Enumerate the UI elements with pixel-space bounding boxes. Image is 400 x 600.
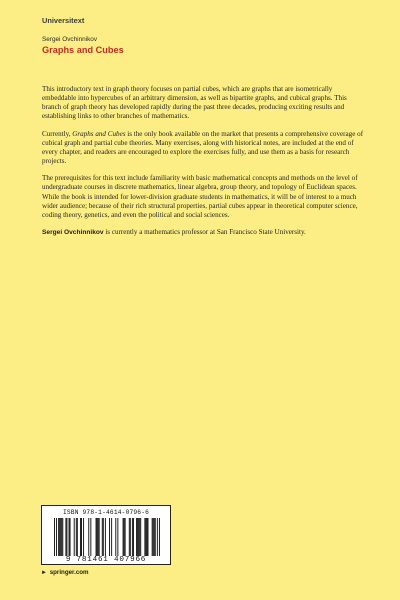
barcode-bar [152,518,153,556]
barcode-bar [74,518,75,556]
barcode-bar [83,518,84,556]
barcode-bar [123,518,124,556]
barcode-bar [154,518,155,556]
barcode-bar [111,518,112,556]
barcode-bar [62,518,63,556]
barcode-bar [98,518,99,556]
barcode-bar [103,518,104,556]
barcode-bar [124,518,125,556]
barcode-bar [102,518,103,556]
barcode-bar [59,518,60,556]
barcode-bar [157,518,158,556]
barcode-box [41,505,171,565]
barcode-bar [148,518,149,556]
barcode-bar [140,518,141,556]
barcode-bar [155,518,156,556]
barcode-bar [70,518,71,556]
barcode-bar [99,518,100,556]
arrow-right-icon: ► [41,570,47,576]
barcode-bar [58,518,59,556]
bio-author-name: Sergei Ovchinnikov [42,229,104,237]
publisher-url: springer.com [49,569,89,576]
barcode-bar [130,518,131,556]
barcode-bar [69,518,70,556]
barcode-bar [109,518,110,556]
barcode-bar [139,518,140,556]
barcode-bar [125,518,126,556]
barcode-bar [117,518,118,556]
publisher-link[interactable] [41,569,89,576]
barcode-bar [96,518,97,556]
barcode-bar [146,518,147,556]
barcode-bar [76,518,77,556]
ean-digits: 9 781461 407966 [65,556,147,564]
series-name: Universitext [42,16,85,25]
barcode-bar [80,518,81,556]
barcode-bar [145,518,146,556]
barcode-bar [159,518,160,556]
barcode-bar [144,518,145,556]
barcode-bar [61,518,62,556]
barcode-bar [56,518,57,556]
blurb-p2-prefix: Currently, [42,129,73,138]
barcode-bar [138,518,139,556]
author-bio [42,228,367,237]
barcode-bar [137,518,138,556]
barcode-bar [88,518,89,556]
barcode-bar [153,518,154,556]
blurb [42,85,367,245]
blurb-paragraph-2 [42,130,367,167]
barcode-bar [54,518,55,556]
barcode-bar [66,518,67,556]
isbn-text: ISBN 978-1-4614-0796-6 [62,509,150,516]
blurb-paragraph-3: The prerequisites for this text include familiarity with basic mathematical concepts and methods on the level of undergraduate courses in discrete mathematics, linear algebra, group theory, and topology of Euclidean spaces. While the book is intended for lower-division graduate students in mathematics, it will be of interest to a much wider audience; because of their rich structural properties, partial cubes appear in theoretical computer science, coding theory, genetics, and even the political and social sciences. [42,174,358,219]
author-name: Sergei Ovchinnikov [42,36,98,43]
barcode-bar [81,518,82,556]
barcode-bar [129,518,130,556]
barcode-bar [97,518,98,556]
barcode-bar [77,518,78,556]
barcode-icon [54,518,160,556]
barcode-bar [133,518,134,556]
barcode-bar [65,518,66,556]
blurb-p2-title: Graphs and Cubes [72,129,126,138]
blurb-p2-rest: is the only book available on the market that presents a comprehensive coverage of cubical graph and partial cube theories. Many exercises, along with historical notes, are included at the end of every chapter, and readers are encouraged to explore the exercises fully, and use them as a basis for research projects. [42,129,364,166]
barcode-bar [105,518,106,556]
barcode-bar [115,518,116,556]
header [42,16,362,55]
barcode-bar [132,518,133,556]
barcode-bar [136,518,137,556]
book-title: Graphs and Cubes [42,45,124,55]
blurb-paragraph-1: This introductory text in graph theory focuses on partial cubes, which are graphs that are isometrically embeddable into hypercubes of an arbitrary dimension, as well as bipartite graphs, and cubical graphs. This branch of graph theory has developed rapidly during the past three decades, producing exciting results and establishing links to other branches of mathematics. [42,85,347,121]
barcode-bar [90,518,91,556]
bio-text: is currently a mathematics professor at San Francisco State University. [103,228,306,237]
barcode-bar [60,518,61,556]
